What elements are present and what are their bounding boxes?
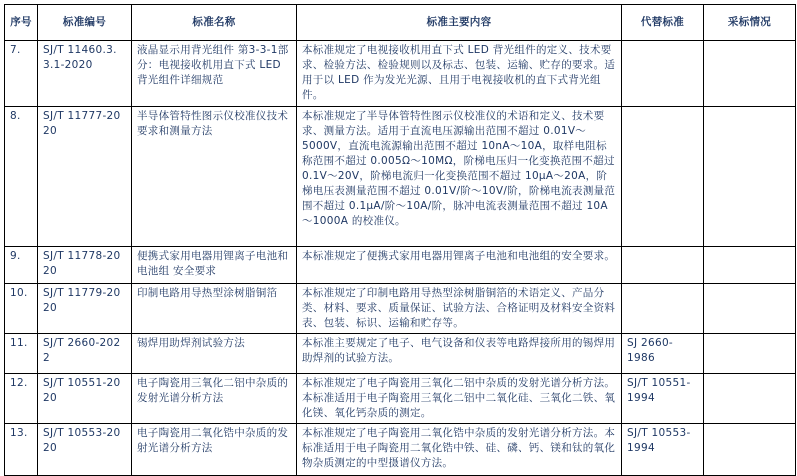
serial-cell: 8. [5, 107, 38, 247]
replaces-cell [622, 284, 704, 334]
code-cell: SJ/T 11777-2020 [38, 107, 132, 247]
column-header-adoption: 采标情况 [704, 5, 796, 41]
serial-cell: 9. [5, 247, 38, 284]
replaces-cell [622, 41, 704, 107]
serial-cell: 11. [5, 334, 38, 374]
adoption-cell [704, 334, 796, 374]
content-cell: 本标准规定了半导体管特性图示仪校准仪的术语和定义、技术要求、测量方法。适用于直流电压源输出范围不超过 0.01V～5000V，直流电流源输出范围不超过 10nA～10A，取样电阻标称范围不超过 0.005Ω～10MΩ，阶梯电压归一化变换范围不超过 0.1V～20V，阶梯电流归一化变换范围不超过 10μA～20A，阶梯电压表测量范围不超过 0.01V/阶～10V/阶，阶梯电流表测量范围不超过 0.1μA/阶～10A/阶，脉冲电流表测量范围不超过 10A～1000A 的校准仪。 [297, 107, 622, 247]
column-header-name: 标准名称 [132, 5, 297, 41]
serial-cell: 12. [5, 374, 38, 424]
adoption-cell [704, 284, 796, 334]
column-header-serial: 序号 [5, 5, 38, 41]
table-row [5, 107, 796, 247]
content-cell: 本标准规定了电子陶瓷用三氧化二铝中杂质的发射光谱分析方法。本标准适用于电子陶瓷用三氧化二铝中二氧化硅、三氧化二铁、氧化镁、氧化钙杂质的测定。 [297, 374, 622, 424]
code-cell: SJ/T 11778-2020 [38, 247, 132, 284]
code-cell: SJ/T 10551-2020 [38, 374, 132, 424]
column-header-code: 标准编号 [38, 5, 132, 41]
content-cell: 本标准规定了印制电路用导热型涂树脂铜箔的术语定义、产品分类、材料、要求、质量保证、试验方法、合格证明及材料安全资料表、包装、标识、运输和贮存等。 [297, 284, 622, 334]
name-cell: 锡焊用助焊剂试验方法 [132, 334, 297, 374]
adoption-cell [704, 424, 796, 476]
code-cell: SJ/T 2660-2022 [38, 334, 132, 374]
name-cell: 半导体管特性图示仪校准仪技术要求和测量方法 [132, 107, 297, 247]
adoption-cell [704, 247, 796, 284]
column-header-content: 标准主要内容 [297, 5, 622, 41]
table-row [5, 334, 796, 374]
name-cell: 电子陶瓷用二氧化锆中杂质的发射光谱分析方法 [132, 424, 297, 476]
name-cell: 电子陶瓷用三氧化二铝中杂质的发射光谱分析方法 [132, 374, 297, 424]
code-cell: SJ/T 10553-2020 [38, 424, 132, 476]
content-cell: 本标准规定了电视接收机用直下式 LED 背光组件的定义、技术要求、检验方法、检验规则以及标志、包装、运输、贮存的要求。适用于以 LED 作为发光光源、且用于电视接收机的直下式背光组件。 [297, 41, 622, 107]
name-cell: 液晶显示用背光组件 第3-3-1部分：电视接收机用直下式 LED 背光组件详细规范 [132, 41, 297, 107]
table-row [5, 374, 796, 424]
replaces-cell [622, 247, 704, 284]
name-cell: 印制电路用导热型涂树脂铜箔 [132, 284, 297, 334]
standards-table [4, 4, 796, 476]
replaces-cell: SJ/T 10551-1994 [622, 374, 704, 424]
content-cell: 本标准规定了便携式家用电器用锂离子电池和电池组的安全要求。 [297, 247, 622, 284]
name-cell: 便携式家用电器用锂离子电池和电池组 安全要求 [132, 247, 297, 284]
code-cell: SJ/T 11779-2020 [38, 284, 132, 334]
table-row [5, 424, 796, 476]
table-row [5, 284, 796, 334]
adoption-cell [704, 107, 796, 247]
table-row [5, 247, 796, 284]
column-header-replaces: 代替标准 [622, 5, 704, 41]
serial-cell: 7. [5, 41, 38, 107]
replaces-cell: SJ/T 10553-1994 [622, 424, 704, 476]
adoption-cell [704, 41, 796, 107]
replaces-cell: SJ 2660-1986 [622, 334, 704, 374]
adoption-cell [704, 374, 796, 424]
table-row [5, 41, 796, 107]
content-cell: 本标准主要规定了电子、电气设备和仪表等电路焊接所用的锡焊用助焊剂的试验方法。 [297, 334, 622, 374]
header-row [5, 5, 796, 41]
serial-cell: 13. [5, 424, 38, 476]
serial-cell: 10. [5, 284, 38, 334]
replaces-cell [622, 107, 704, 247]
code-cell: SJ/T 11460.3.3.1-2020 [38, 41, 132, 107]
content-cell: 本标准规定了电子陶瓷用二氧化锆中杂质的发射光谱分析方法。本标准适用于电子陶瓷用二氧化锆中铁、硅、磷、钙、镁和钛的氧化物杂质测定的中型摄谱仪方法。 [297, 424, 622, 476]
